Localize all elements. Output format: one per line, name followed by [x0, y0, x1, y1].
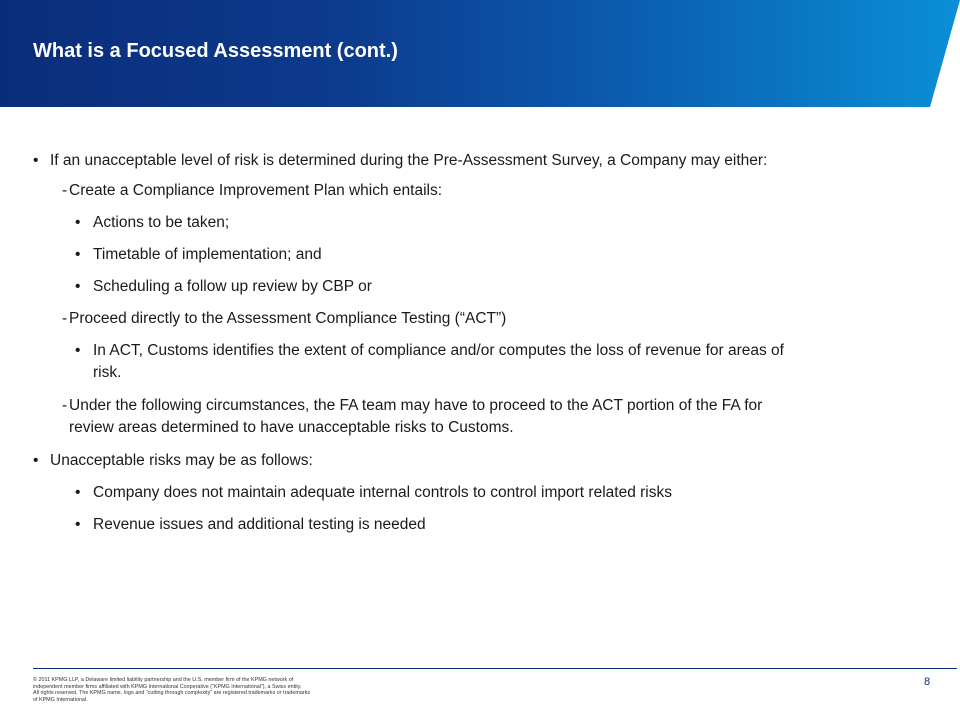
sub-bullet-marker: •: [75, 516, 81, 533]
sub-bullet-marker: •: [75, 278, 81, 295]
sub-bullet-text: Actions to be taken;: [93, 214, 230, 231]
dash-text: Proceed directly to the Assessment Compliance Testing (“ACT”): [69, 310, 507, 327]
sub-bullet-text-line2: risk.: [93, 364, 122, 381]
bullet-marker: •: [33, 452, 39, 469]
dash-text: Create a Compliance Improvement Plan which entails:: [69, 182, 443, 199]
dash-text-line2: review areas determined to have unacceptable risks to Customs.: [69, 419, 514, 436]
footer-divider: [33, 668, 957, 669]
sub-bullet-marker: •: [75, 342, 81, 359]
dash-text-line1: Under the following circumstances, the FA team may have to proceed to the ACT portion of the FA for: [69, 397, 763, 414]
dash-marker: -: [62, 182, 68, 199]
legal-line: of KPMG International.: [33, 696, 88, 703]
bullet-text: Unacceptable risks may be as follows:: [50, 452, 313, 469]
sub-bullet-marker: •: [75, 214, 81, 231]
sub-bullet-text: Company does not maintain adequate internal controls to control import related risks: [93, 484, 672, 501]
legal-line: All rights reserved. The KPMG name, logo and “cutting through complexity” are registered trademarks or trademarks: [33, 690, 311, 697]
sub-bullet-text: Revenue issues and additional testing is needed: [93, 516, 426, 533]
legal-line: © 2011 KPMG LLP, a Delaware limited liability partnership and the U.S. member firm of the KPMG network of: [33, 677, 294, 683]
sub-bullet-marker: •: [75, 246, 81, 263]
sub-bullet-text: Timetable of implementation; and: [93, 246, 322, 263]
bullet-text: If an unacceptable level of risk is determined during the Pre-Assessment Survey, a Company may either:: [50, 152, 768, 169]
bullet-marker: •: [33, 152, 39, 169]
dash-marker: -: [62, 397, 68, 414]
sub-bullet-marker: •: [75, 484, 81, 501]
slide-title: What is a Focused Assessment (cont.): [33, 40, 398, 62]
legal-notice: [33, 677, 363, 703]
sub-bullet-text-line1: In ACT, Customs identifies the extent of compliance and/or computes the loss of revenue for areas of: [93, 342, 784, 359]
page-number: 8: [924, 676, 931, 688]
sub-bullet-text: Scheduling a follow up review by CBP or: [93, 278, 372, 295]
legal-line: independent member firms affiliated with KPMG International Cooperative (“KPMG International”), a Swiss entity.: [33, 683, 302, 690]
dash-marker: -: [62, 310, 68, 327]
